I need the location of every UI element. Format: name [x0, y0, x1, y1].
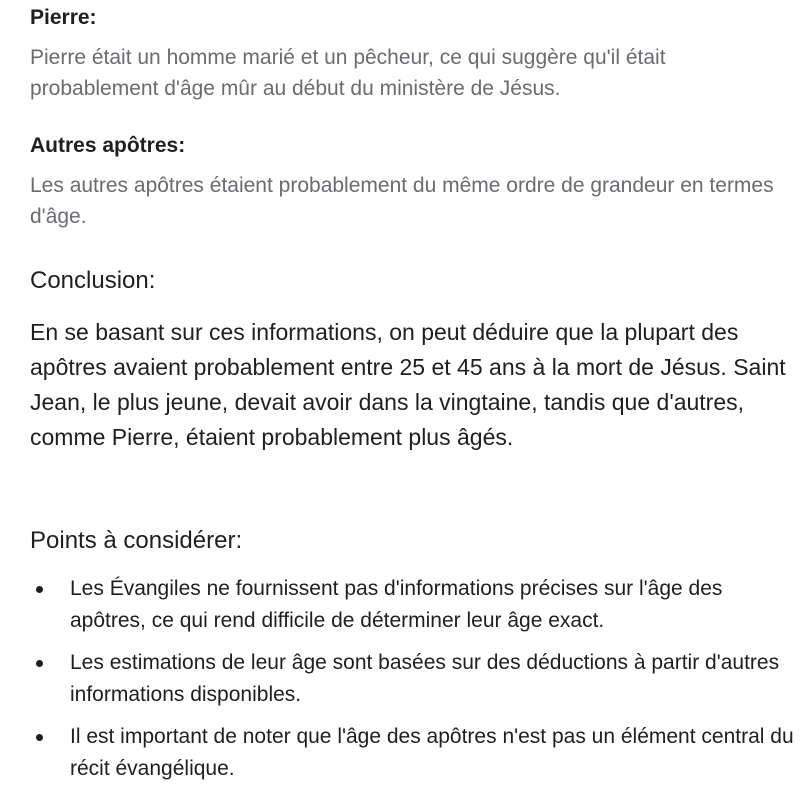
autres-apotres-text: Les autres apôtres étaient probablement du même ordre de grandeur en termes d'âge. — [30, 174, 774, 228]
conclusion-heading: Conclusion: — [30, 267, 156, 294]
points-heading: Points à considérer: — [30, 527, 243, 554]
list-item-text: Il est important de noter que l'âge des apôtres n'est pas un élément central du récit évangélique. — [70, 725, 794, 780]
pierre-text: Pierre était un homme marié et un pêcheur, ce qui suggère qu'il était probablement d'âge mûr au début du ministère de Jésus. — [30, 46, 666, 100]
bullet-icon — [36, 586, 43, 593]
list-item-text: Les Évangiles ne fournissent pas d'informations précises sur l'âge des apôtres, ce qui rend difficile de déterminer leur âge exact. — [70, 577, 723, 632]
list-item — [30, 573, 804, 637]
autres-apotres-heading: Autres apôtres: — [30, 134, 186, 157]
list-item — [30, 647, 804, 711]
conclusion-text: En se basant sur ces informations, on peut déduire que la plupart des apôtres avaient probablement entre 25 et 45 ans à la mort de Jésus. Saint Jean, le plus jeune, devait avoir dans la vingtaine, tandis que d'autres, comme Pierre, étaient probablement plus âgés. — [30, 319, 786, 450]
bullet-icon — [36, 660, 43, 667]
pierre-heading: Pierre: — [30, 6, 97, 29]
list-item — [30, 721, 804, 785]
list-item-text: Les estimations de leur âge sont basées sur des déductions à partir d'autres informations disponibles. — [70, 651, 780, 706]
bullet-icon — [36, 734, 43, 741]
points-list — [30, 573, 804, 795]
